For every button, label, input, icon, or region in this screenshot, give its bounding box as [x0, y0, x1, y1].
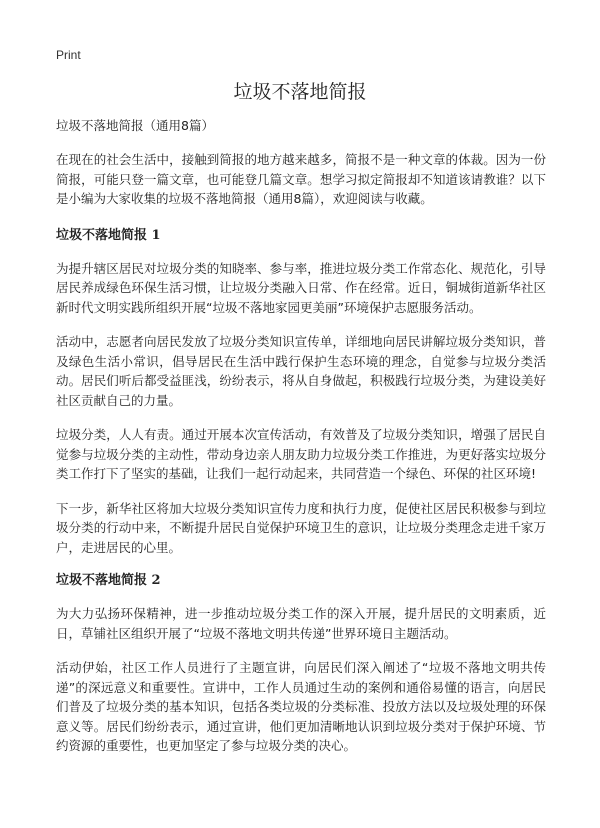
section-heading-2: 垃圾不落地简报 2	[56, 573, 161, 588]
section-1-paragraph-3: 垃圾分类，人人有责。通过开展本次宣传活动，有效普及了垃圾分类知识，增强了居民自觉参与垃圾分类的主动性，带动身边亲人朋友助力垃圾分类工作推进，为更好落实垃圾分类工作打下了坚实的基础，让我们一起行动起来，共同营造一个绿色、环保的社区环境!	[56, 427, 546, 481]
section-heading-1: 垃圾不落地简报 1	[56, 227, 161, 243]
section-1-paragraph-4: 下一步，新华社区将加大垃圾分类知识宣传力度和执行力度，促使社区居民积极参与到垃圾分类的行动中来，不断提升居民自觉保护环境卫生的意识，让垃圾分类理念走进千家万户，走进居民的心里。	[56, 500, 546, 555]
section-1-paragraph-2: 活动中，志愿者向居民发放了垃圾分类知识宣传单，详细地向居民讲解垃圾分类知识，普及绿色生活小常识，倡导居民在生活中践行保护生态环境的理念，自觉参与垃圾分类活动。居民们听后都受益匪浅，纷纷表示，将从自身做起，积极践行垃圾分类，为建设美好社区贡献自己的力量。	[56, 334, 546, 408]
section-2-paragraph-2: 活动伊始，社区工作人员进行了主题宣讲，向居民们深入阐述了“垃圾不落地文明共传递”的深远意义和重要性。宣讲中，工作人员通过生动的案例和通俗易懂的语言，向居民们普及了垃圾分类的基本知识，包括各类垃圾的分类标准、投放方法以及垃圾处理的环保意义等。居民们纷纷表示，通过宣讲，他们更加清晰地认识到垃圾分类对于保护环境、节约资源的重要性，也更加坚定了参与垃圾分类的决心。	[56, 660, 546, 753]
print-link[interactable]: Print	[56, 48, 81, 62]
section-2-paragraph-1: 为大力弘扬环保精神，进一步推动垃圾分类工作的深入开展，提升居民的文明素质，近日，草铺社区组织开展了“垃圾不落地文明共传递”世界环境日主题活动。	[56, 606, 546, 641]
document-subtitle: 垃圾不落地简报（通用8篇）	[56, 118, 214, 133]
document-body	[56, 117, 546, 771]
section-1-paragraph-1: 为提升辖区居民对垃圾分类的知晓率、参与率，推进垃圾分类工作常态化、规范化，引导居民养成绿色环保生活习惯，让垃圾分类融入日常、作在经常。近日，铜城街道新华社区新时代文明实践所组织开展“垃圾不落地家园更美丽”环境保护志愿服务活动。	[56, 260, 546, 315]
page-title: 垃圾不落地简报	[233, 81, 367, 103]
intro-paragraph: 在现在的社会生活中，接触到简报的地方越来越多，简报不是一种文章的体裁。因为一份简报，可能只登一篇文章，也可能登几篇文章。想学习拟定简报却不知道该请教谁？以下是小编为大家收集的垃圾不落地简报（通用8篇），欢迎阅读与收藏。	[56, 152, 546, 206]
